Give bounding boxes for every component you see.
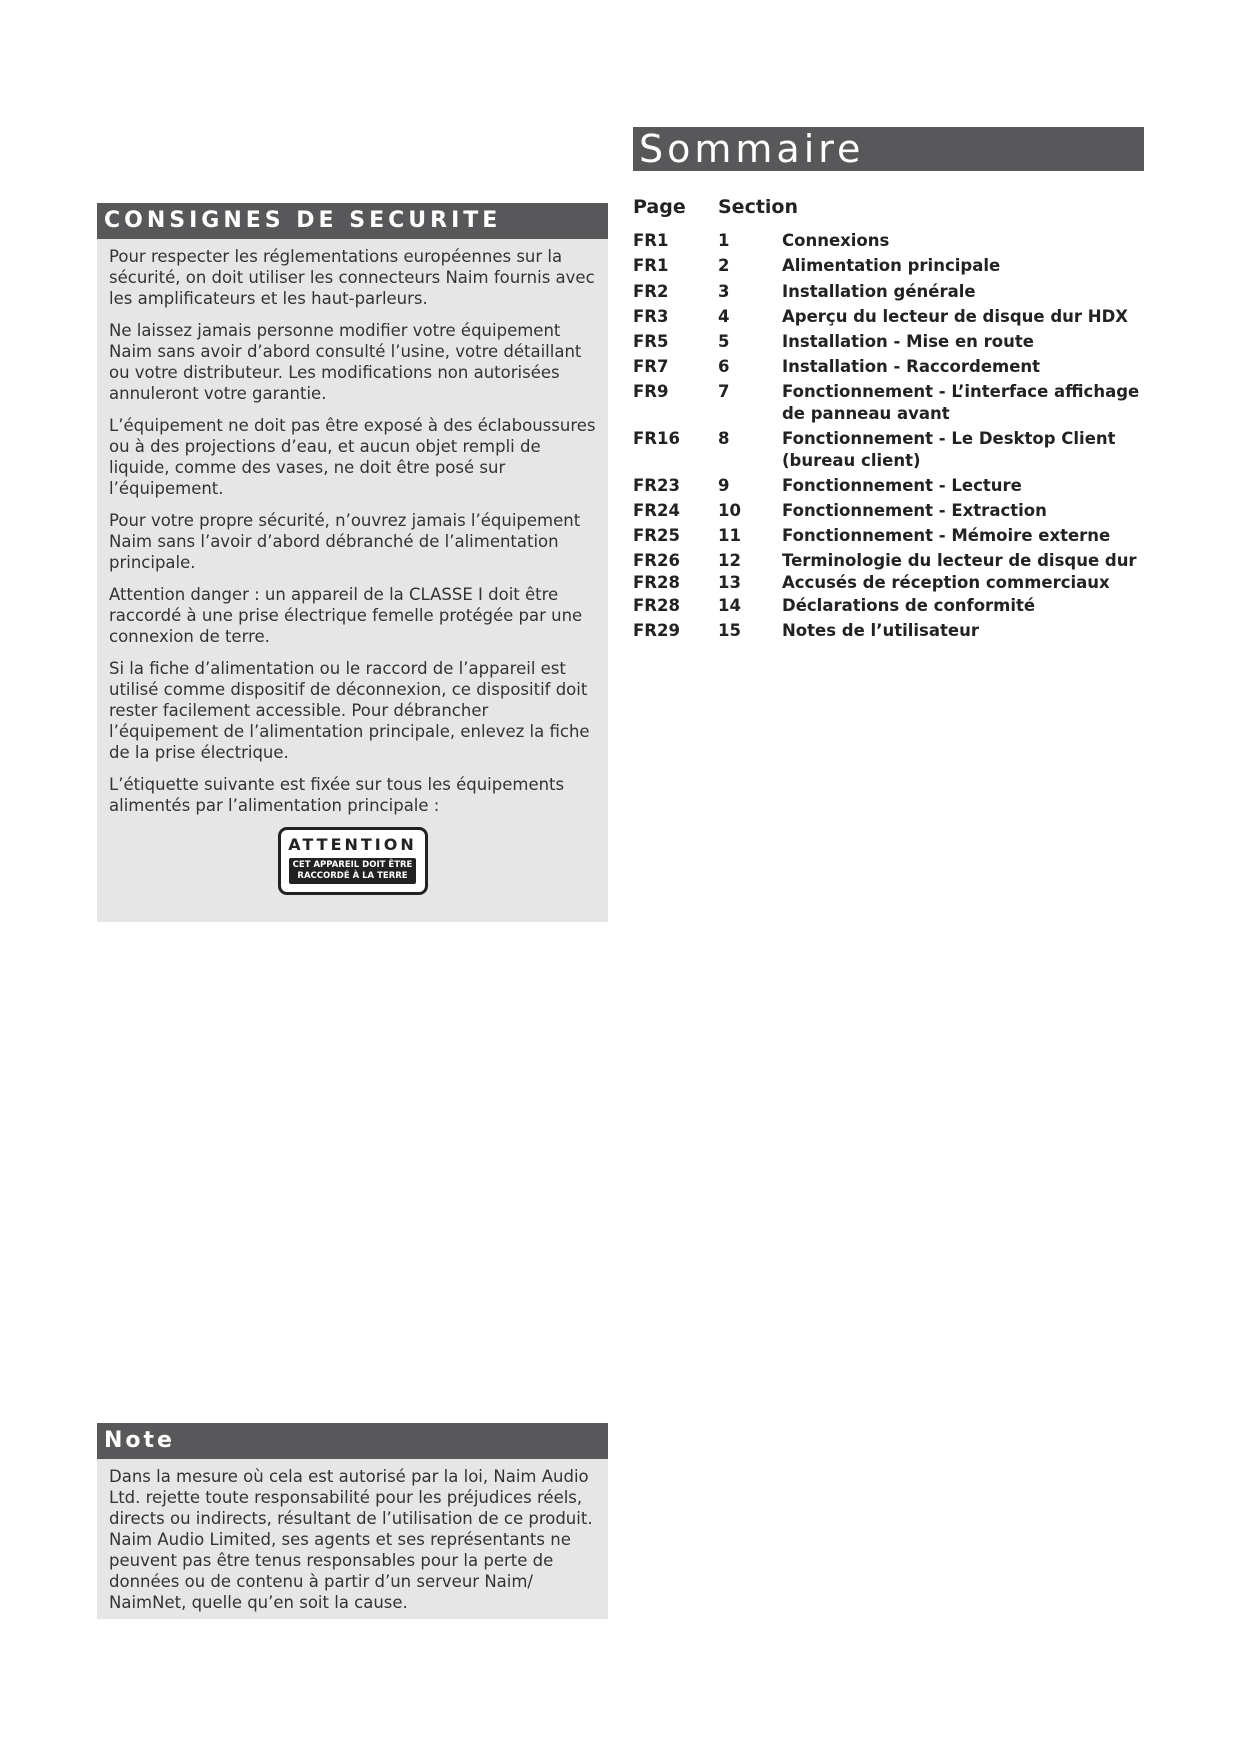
toc-section-title: Installation générale (782, 282, 976, 301)
earth-warning-label (278, 827, 428, 895)
toc-page-ref: FR25 (633, 526, 680, 545)
toc-section-number: 7 (718, 382, 730, 401)
toc-section-title: Déclarations de conformité (782, 596, 1036, 615)
note-heading: Note (97, 1423, 608, 1459)
toc-page-ref: FR29 (633, 621, 680, 640)
toc-row (633, 381, 1144, 425)
toc-section-number: 4 (718, 307, 730, 326)
toc-section-title: Installation - Raccordement (782, 357, 1041, 376)
safety-paragraph: Attention danger : un appareil de la CLASSE I doit être raccordé à une prise électrique femelle protégée par une connexion de terre. (109, 585, 583, 646)
toc-row (633, 331, 1144, 353)
toc-section-number: 13 (718, 573, 741, 592)
toc-section-title: Accusés de réception commerciaux (782, 573, 1110, 592)
toc-page-ref: FR16 (633, 429, 680, 448)
toc-header (633, 196, 1144, 230)
toc-page-ref: FR7 (633, 357, 669, 376)
safety-paragraph: Pour respecter les réglementations européennes sur la sécurité, on doit utiliser les connecteurs Naim fournis avec les amplificateurs et les haut-parleurs. (109, 247, 595, 308)
toc-row (633, 550, 1144, 572)
toc-section-number: 14 (718, 596, 741, 615)
toc-section-title: Fonctionnement - Mémoire externe (782, 526, 1111, 545)
toc-row (633, 572, 1144, 594)
toc-section-number: 6 (718, 357, 730, 376)
toc-page-ref: FR24 (633, 501, 680, 520)
toc-page-ref: FR1 (633, 231, 669, 250)
toc-row (633, 230, 1144, 252)
safety-body (97, 239, 608, 907)
safety-paragraph: Si la fiche d’alimentation ou le raccord de l’appareil est utilisé comme dispositif de déconnexion, ce dispositif doit rester facilement accessible. Pour débrancher l’équipement de l’alimentation principale, enlevez la fiche de la prise électrique. (109, 659, 590, 762)
toc-section-title: Fonctionnement - Le Desktop Client (bureau client) (782, 429, 1116, 470)
toc-row (633, 428, 1144, 472)
toc-section-number: 3 (718, 282, 730, 301)
toc-row (633, 595, 1144, 617)
note-text: Dans la mesure où cela est autorisé par la loi, Naim Audio Ltd. rejette toute responsabilité pour les préjudices réels, directs ou indirects, résultant de l’utilisation de ce produit. Naim Audio Limited, ses agents et ses représentants ne peuvent pas être tenus responsables pour la perte de données ou de contenu à partir d’un serveur Naim/ NaimNet, quelle qu’en soit la cause. (109, 1467, 593, 1612)
safety-paragraph: L’étiquette suivante est fixée sur tous les équipements alimentés par l’alimentation principale : (109, 775, 565, 815)
toc-col-page: Page (633, 196, 686, 218)
toc-section-title: Connexions (782, 231, 890, 250)
toc-row (633, 475, 1144, 497)
toc-section-title: Terminologie du lecteur de disque dur (782, 551, 1137, 570)
toc-section-title: Fonctionnement - L’interface affichage de panneau avant (782, 382, 1140, 423)
toc-page-ref: FR2 (633, 282, 669, 301)
toc-page-ref: FR28 (633, 596, 680, 615)
note-body (97, 1459, 608, 1636)
toc-row (633, 356, 1144, 378)
toc-section-number: 11 (718, 526, 741, 545)
toc-section-number: 9 (718, 476, 730, 495)
toc-page-ref: FR3 (633, 307, 669, 326)
warning-label-line: RACCORDÉ À LA TERRE (297, 871, 408, 881)
toc-row (633, 620, 1144, 642)
toc-section-number: 12 (718, 551, 741, 570)
toc-row (633, 525, 1144, 547)
toc-section-title: Installation - Mise en route (782, 332, 1034, 351)
toc-page-ref: FR5 (633, 332, 669, 351)
toc-section-title: Fonctionnement - Extraction (782, 501, 1047, 520)
safety-paragraph: Ne laissez jamais personne modifier votre équipement Naim sans avoir d’abord consulté l’usine, votre détaillant ou votre distributeur. Les modifications non autorisées annuleront votre garantie. (109, 321, 582, 403)
toc-page-ref: FR28 (633, 573, 680, 592)
toc-section-number: 15 (718, 621, 741, 640)
toc-page-ref: FR1 (633, 256, 669, 275)
toc-section-number: 2 (718, 256, 730, 275)
toc-title: Sommaire (633, 127, 1144, 171)
toc-page-ref: FR26 (633, 551, 680, 570)
warning-label-title: ATTENTION (288, 835, 417, 854)
toc-section-title: Fonctionnement - Lecture (782, 476, 1022, 495)
toc-row (633, 255, 1144, 277)
toc-section-number: 8 (718, 429, 730, 448)
safety-heading: CONSIGNES DE SECURITE (97, 203, 608, 239)
toc-section-number: 5 (718, 332, 730, 351)
safety-instructions-panel (97, 203, 608, 922)
toc-col-section: Section (718, 196, 799, 218)
toc-section-title: Aperçu du lecteur de disque dur HDX (782, 307, 1129, 326)
toc-row (633, 281, 1144, 303)
toc-section-number: 1 (718, 231, 730, 250)
toc-row (633, 500, 1144, 522)
toc-section-title: Alimentation principale (782, 256, 1001, 275)
toc-page-ref: FR9 (633, 382, 669, 401)
warning-label-line: CET APPAREIL DOIT ÊTRE (292, 860, 413, 870)
safety-paragraph: L’équipement ne doit pas être exposé à des éclaboussures ou à des projections d’eau, et aucun objet rempli de liquide, comme des vases, ne doit être posé sur l’équipement. (109, 416, 596, 498)
note-panel (97, 1423, 608, 1619)
safety-paragraph: Pour votre propre sécurité, n’ouvrez jamais l’équipement Naim sans l’avoir d’abord débranché de l’alimentation principale. (109, 511, 581, 572)
toc-page-ref: FR23 (633, 476, 680, 495)
toc-section-number: 10 (718, 501, 741, 520)
table-of-contents (633, 196, 1144, 642)
warning-label-text (289, 858, 417, 884)
toc-row (633, 306, 1144, 328)
toc-section-title: Notes de l’utilisateur (782, 621, 979, 640)
